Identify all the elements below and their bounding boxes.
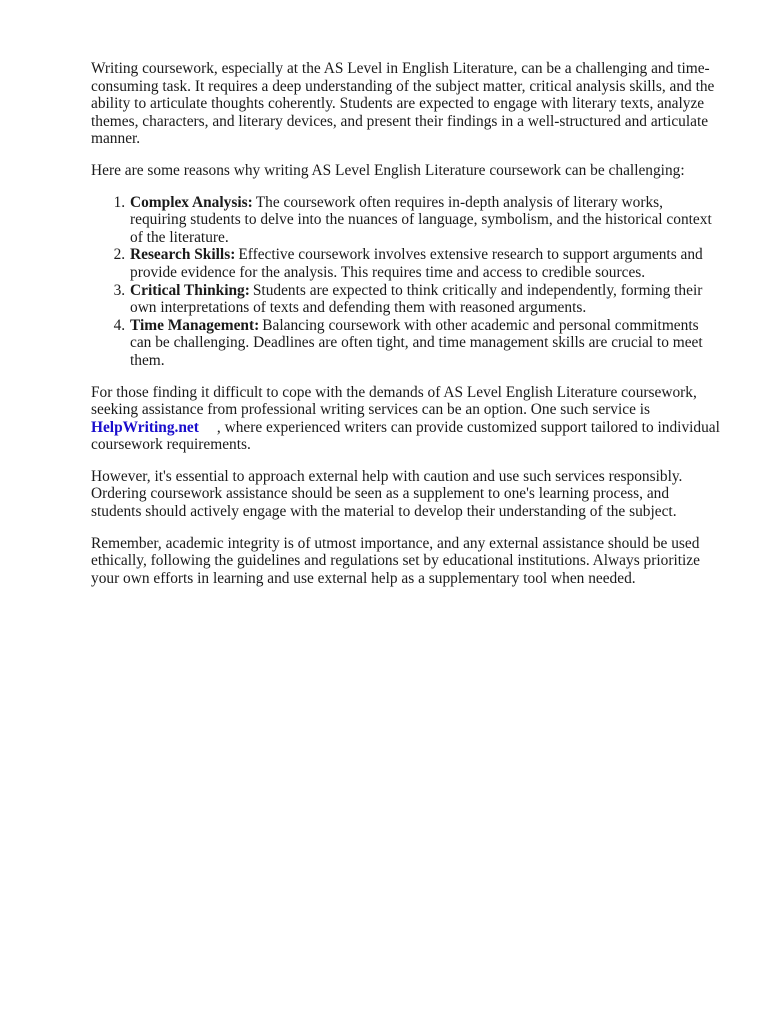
assistance-text-after: , where experienced writers can provide customized support tailored to individual coursework requirements.	[91, 418, 720, 454]
document-page	[91, 60, 721, 601]
reason-text: Effective coursework involves extensive research to support arguments and provide evidence for the analysis. This requires time and access to credible sources.	[130, 246, 703, 281]
list-item	[129, 194, 721, 247]
reason-term: Critical Thinking:	[130, 281, 250, 299]
caution-paragraph: However, it's essential to approach external help with caution and use such services responsibly. Ordering coursework assistance should be seen as a supplement to one's learning process, and students should actively engage with the material to develop their understanding of the subject.	[91, 467, 683, 521]
helpwriting-link[interactable]: HelpWriting.net	[91, 418, 199, 436]
closing-paragraph: Remember, academic integrity is of utmost importance, and any external assistance should be used ethically, following the guidelines and regulations set by educational institutions. Always prioritize your own efforts in learning and use external help as a supplementary tool when needed.	[91, 534, 700, 587]
reason-text: The coursework often requires in-depth analysis of literary works, requiring students to delve into the nuances of language, symbolism, and the historical context of the literature.	[130, 193, 712, 246]
reason-term: Complex Analysis:	[130, 193, 253, 211]
reasons-intro-paragraph: Here are some reasons why writing AS Level English Literature coursework can be challenging:	[91, 161, 685, 179]
list-item	[129, 317, 721, 370]
list-item	[129, 246, 721, 281]
reason-text: Students are expected to think critically and independently, forming their own interpretations of texts and defending them with reasoned arguments.	[130, 281, 703, 317]
reason-term: Time Management:	[130, 316, 260, 334]
reasons-list	[91, 194, 721, 370]
intro-paragraph: Writing coursework, especially at the AS Level in English Literature, can be a challenging and time-consuming task. It requires a deep understanding of the subject matter, critical analysis skills, and the ability to articulate thoughts coherently. Students are expected to engage with literary texts, analyze themes, characters, and literary devices, and present their findings in a well-structured and articulate manner.	[91, 60, 715, 148]
reason-term: Research Skills:	[130, 246, 236, 264]
assistance-paragraph	[91, 384, 721, 454]
reason-text: Balancing coursework with other academic and personal commitments can be challenging. Deadlines are often tight, and time management skills are crucial to meet them.	[130, 316, 703, 369]
assistance-text-before: For those finding it difficult to cope with the demands of AS Level English Literature coursework, seeking assistance from professional writing services can be an option. One such service is	[91, 383, 697, 419]
list-item	[129, 282, 721, 317]
